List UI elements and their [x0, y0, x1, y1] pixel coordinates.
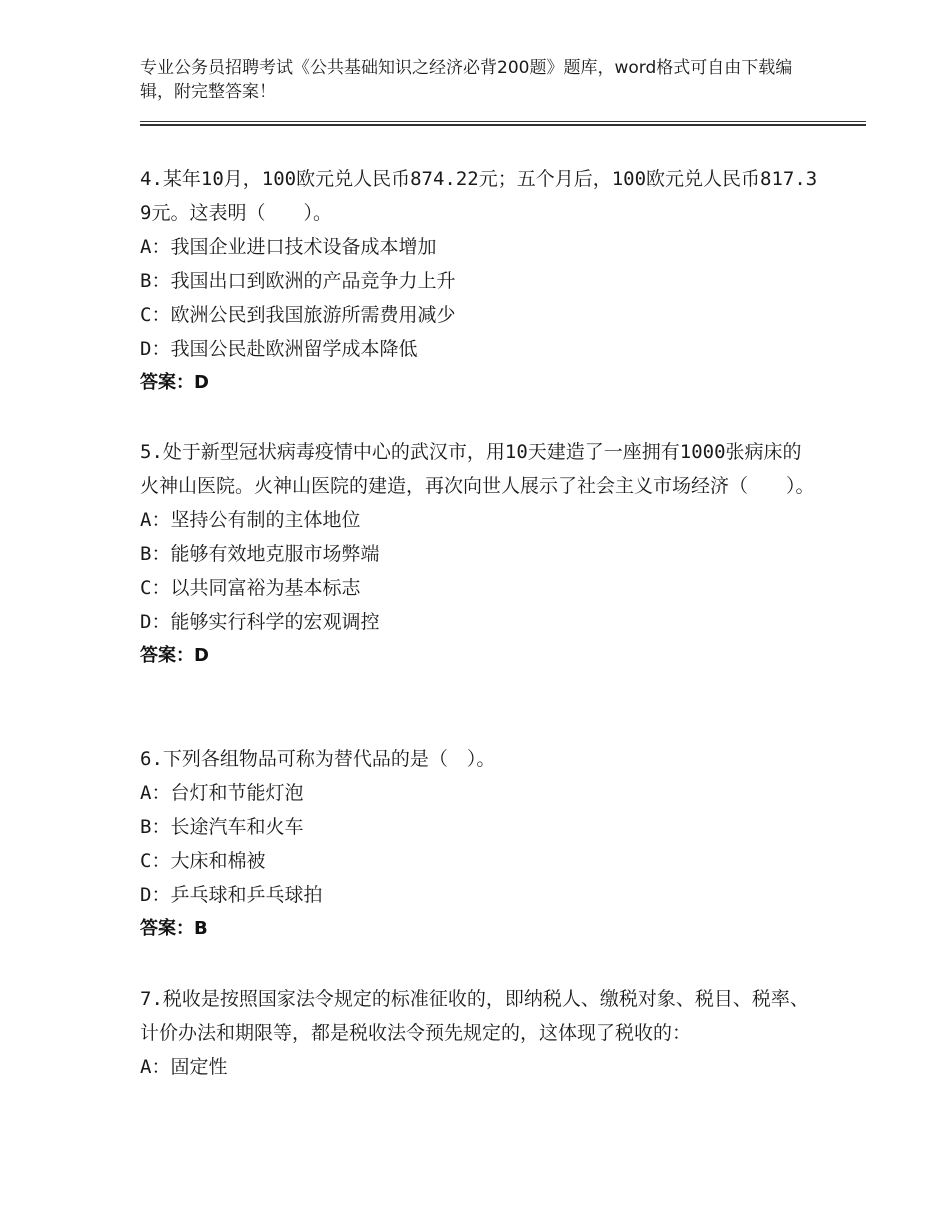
option-a: A：台灯和节能灯泡 — [140, 782, 304, 804]
option-d: D：我国公民赴欧洲留学成本降低 — [140, 338, 418, 360]
option-b: B：能够有效地克服市场弊端 — [140, 543, 380, 565]
question-stem: 5.处于新型冠状病毒疫情中心的武汉市，用10天建造了一座拥有1000张病床的火神山医院。火神山医院的建造，再次向世人展示了社会主义市场经济（ ）。 — [140, 441, 815, 497]
question-6 — [140, 742, 820, 946]
option-b: B：长途汽车和火车 — [140, 816, 304, 838]
question-5 — [140, 435, 820, 673]
option-c: C：大床和棉被 — [140, 850, 266, 872]
option-c: C：欧洲公民到我国旅游所需费用减少 — [140, 304, 456, 326]
question-stem: 6.下列各组物品可称为替代品的是（ ）。 — [140, 748, 496, 770]
question-stem: 7.税收是按照国家法令规定的标准征收的，即纳税人、缴税对象、税目、税率、计价办法和期限等，都是税收法令预先规定的，这体现了税收的： — [140, 988, 809, 1044]
answer-label: 答案：B — [140, 918, 208, 939]
option-a: A：坚持公有制的主体地位 — [140, 509, 361, 531]
option-a: A：固定性 — [140, 1056, 228, 1078]
answer-label: 答案：D — [140, 372, 209, 393]
option-c: C：以共同富裕为基本标志 — [140, 577, 361, 599]
question-4 — [140, 162, 820, 400]
question-stem: 4.某年10月，100欧元兑人民币874.22元；五个月后，100欧元兑人民币817.39元。这表明（ ）。 — [140, 168, 818, 224]
option-a: A：我国企业进口技术设备成本增加 — [140, 236, 437, 258]
question-7 — [140, 982, 820, 1084]
header-divider-thick — [140, 124, 866, 126]
option-d: D：能够实行科学的宏观调控 — [140, 611, 380, 633]
option-b: B：我国出口到欧洲的产品竞争力上升 — [140, 270, 456, 292]
option-d: D：乒乓球和乒乓球拍 — [140, 884, 323, 906]
document-header — [140, 56, 820, 104]
header-title: 专业公务员招聘考试《公共基础知识之经济必背200题》题库，word格式可自由下载编辑，附完整答案！ — [140, 58, 793, 102]
answer-label: 答案：D — [140, 645, 209, 666]
header-divider-thin — [140, 121, 866, 122]
